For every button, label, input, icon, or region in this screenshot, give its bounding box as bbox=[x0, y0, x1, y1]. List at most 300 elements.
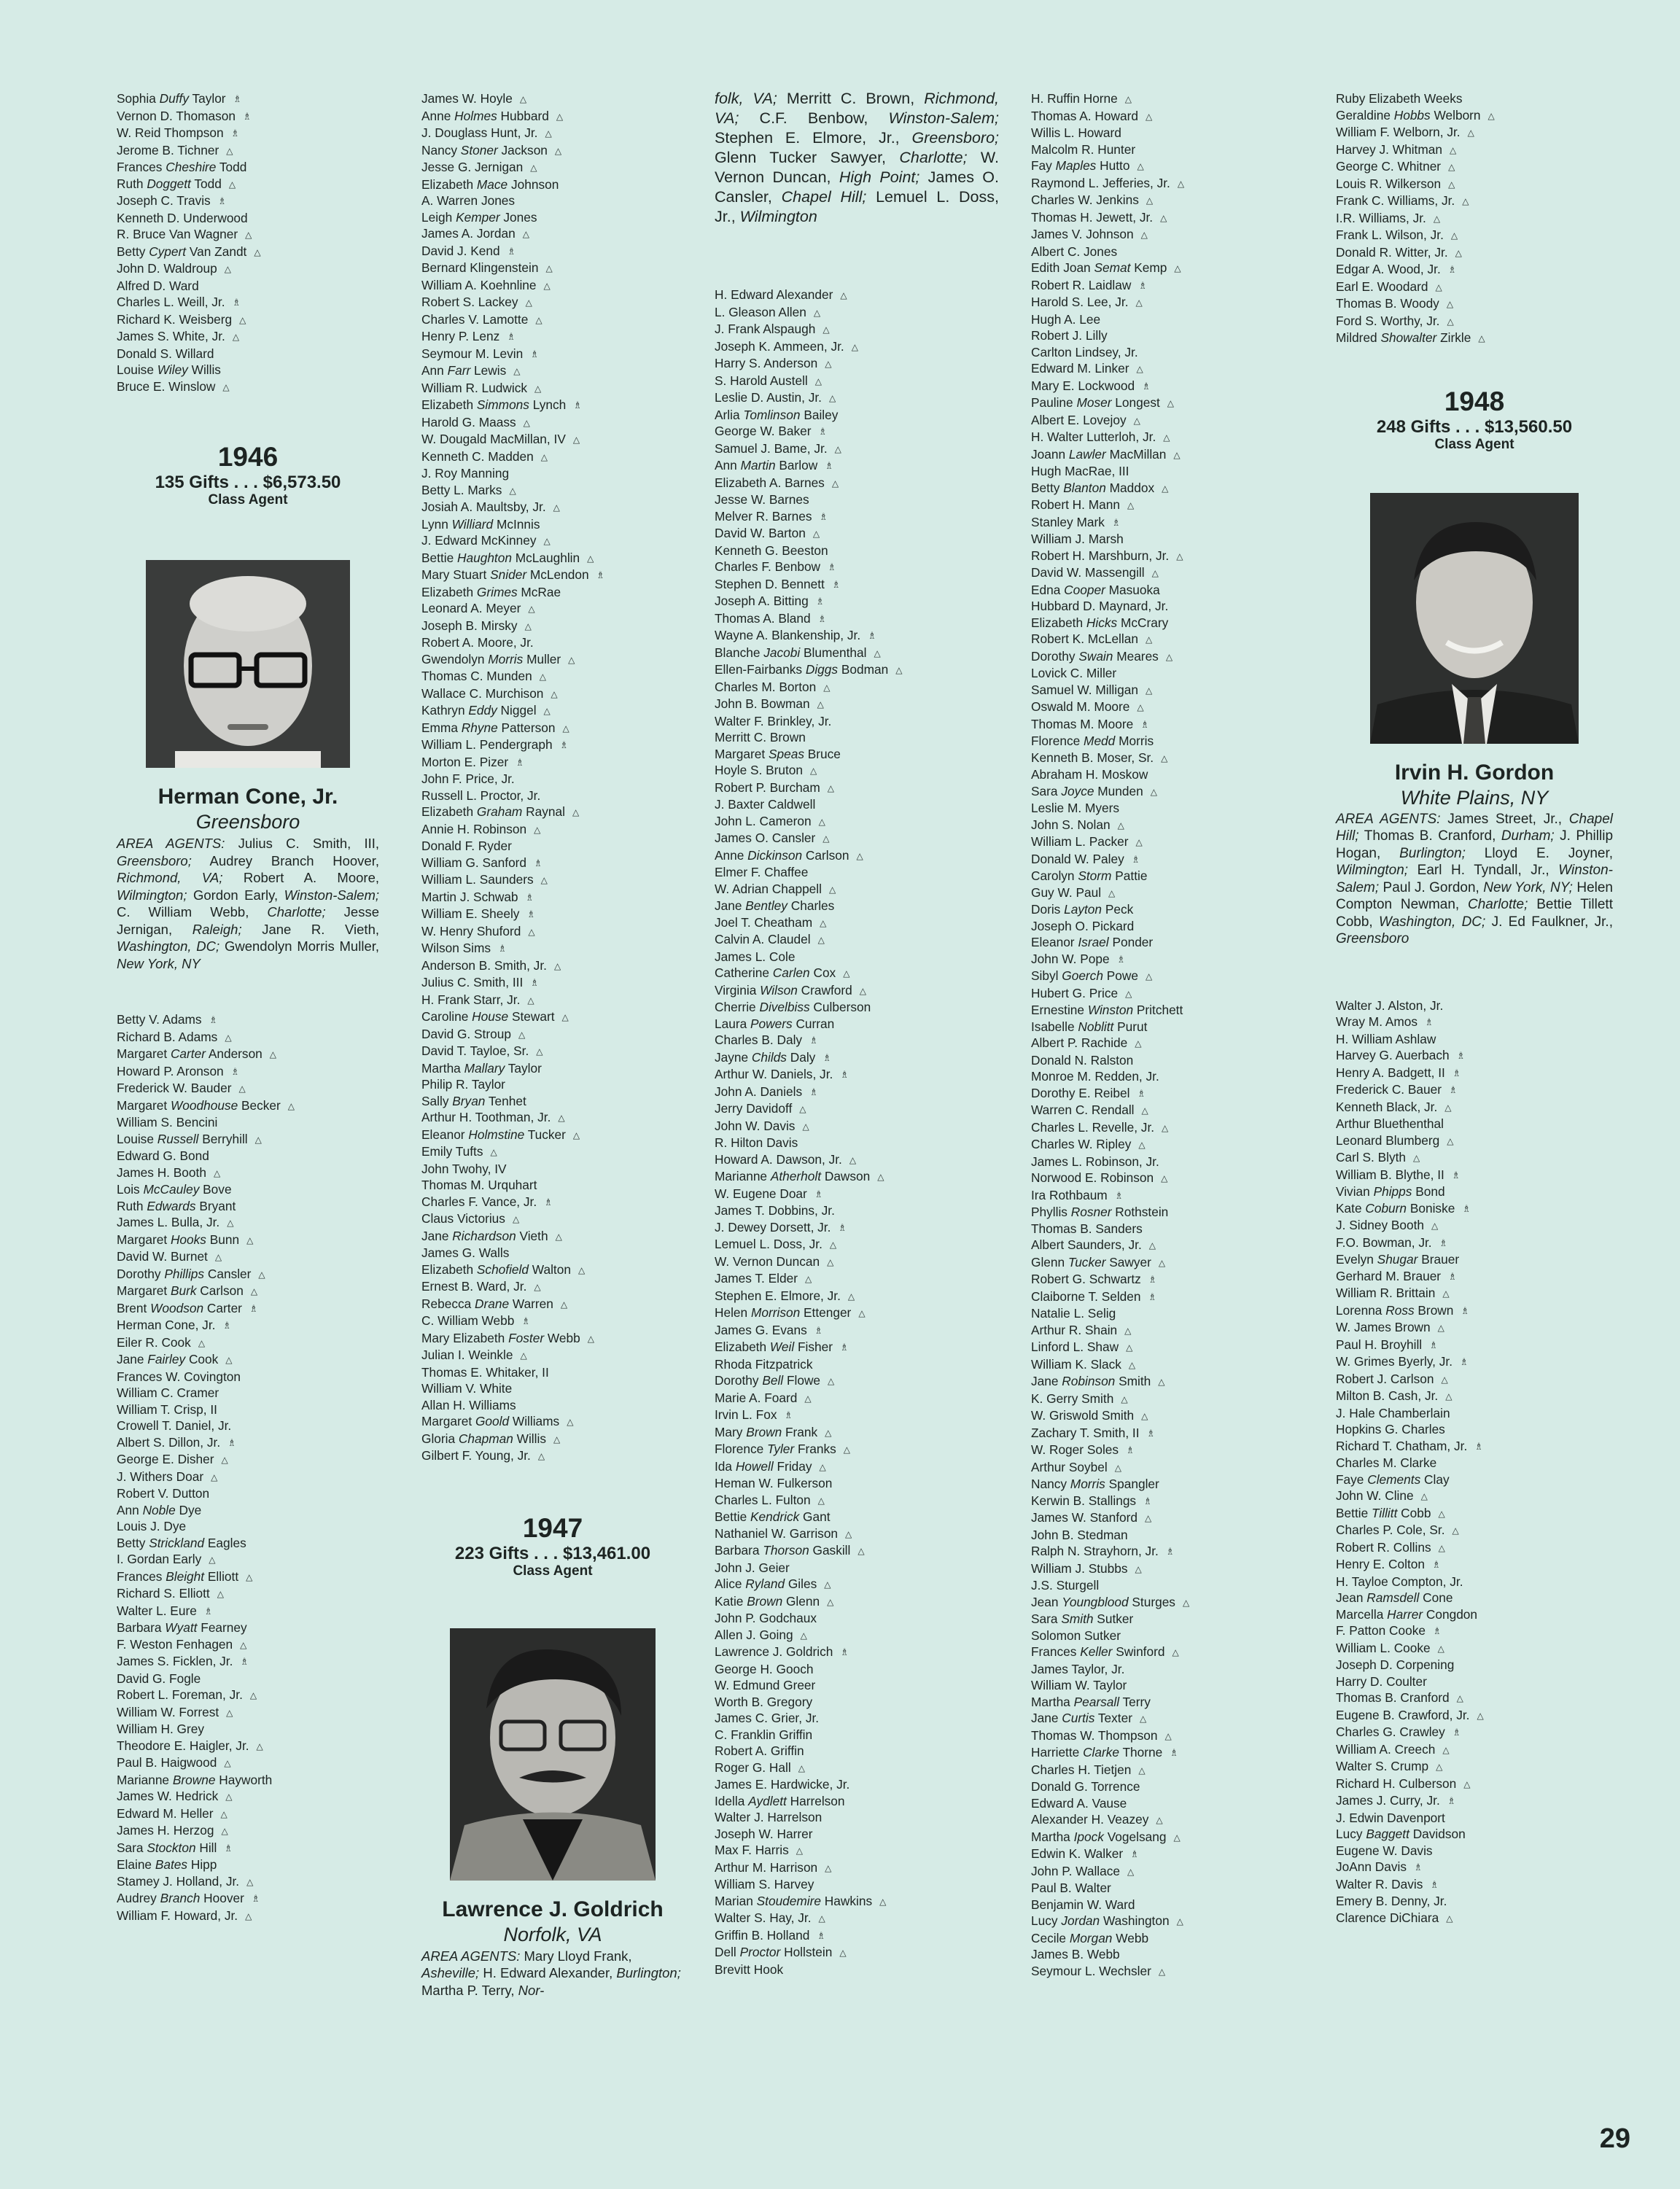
sustaining-donor-icon: ♗ bbox=[1131, 853, 1140, 865]
sustaining-donor-icon: ♗ bbox=[507, 331, 516, 342]
donor-name: Elizabeth Schofield Walton △ bbox=[421, 1261, 684, 1279]
donor-name: James C. Grier, Jr. bbox=[715, 1711, 820, 1725]
triangle-donor-icon: △ bbox=[1173, 1832, 1181, 1843]
donor-name: Howard P. Aronson ♗ bbox=[117, 1063, 379, 1081]
area-agents bbox=[1336, 811, 1613, 948]
donor-name: Vivian Phipps Bond bbox=[1336, 1184, 1445, 1199]
donor-name: J. Edwin Davenport bbox=[1336, 1810, 1445, 1825]
donor-name: Herman Cone, Jr. ♗ bbox=[117, 1317, 379, 1334]
triangle-donor-icon: △ bbox=[587, 1333, 594, 1344]
sustaining-donor-icon: ♗ bbox=[1462, 1202, 1471, 1214]
triangle-donor-icon: △ bbox=[1127, 500, 1135, 510]
donor-name: Mary E. Lockwood ♗ bbox=[1031, 378, 1308, 395]
donor-name: Edward A. Vause bbox=[1031, 1795, 1127, 1811]
donor-name: Oswald M. Moore △ bbox=[1031, 699, 1308, 716]
triangle-donor-icon: △ bbox=[551, 688, 558, 699]
triangle-donor-icon: △ bbox=[824, 1579, 831, 1590]
triangle-donor-icon: △ bbox=[562, 723, 569, 734]
triangle-donor-icon: △ bbox=[543, 280, 551, 291]
donor-name: William L. Cooke △ bbox=[1336, 1640, 1613, 1657]
donor-name: I. Gordan Early △ bbox=[117, 1551, 379, 1568]
column-1 bbox=[117, 90, 379, 1924]
donor-name: Hubert G. Price △ bbox=[1031, 985, 1308, 1003]
triangle-donor-icon: △ bbox=[827, 782, 834, 793]
triangle-donor-icon: △ bbox=[1161, 753, 1168, 763]
donor-name: Rhoda Fitzpatrick bbox=[715, 1356, 813, 1372]
class-year: 1948 bbox=[1444, 386, 1505, 416]
donor-name: Thomas A. Howard △ bbox=[1031, 108, 1308, 125]
triangle-donor-icon: △ bbox=[545, 128, 552, 139]
donor-name: Anne Dickinson Carlson △ bbox=[715, 847, 999, 865]
donor-name: Thomas C. Munden △ bbox=[421, 668, 684, 685]
triangle-donor-icon: △ bbox=[1148, 1240, 1156, 1251]
donor-name: Elizabeth Mace Johnson bbox=[421, 176, 559, 192]
triangle-donor-icon: △ bbox=[1121, 1393, 1128, 1404]
donor-name: Linford L. Shaw △ bbox=[1031, 1339, 1308, 1356]
donor-name: Emily Tufts △ bbox=[421, 1143, 684, 1161]
triangle-donor-icon: △ bbox=[1108, 887, 1116, 898]
donor-name: James W. Hedrick △ bbox=[117, 1788, 379, 1805]
donor-name: Leigh Kemper Jones bbox=[421, 209, 537, 225]
donor-name: William J. Marsh bbox=[1031, 532, 1124, 546]
sustaining-donor-icon: ♗ bbox=[217, 195, 227, 206]
donor-name: Jayne Childs Daly ♗ bbox=[715, 1049, 999, 1067]
triangle-donor-icon: △ bbox=[534, 824, 541, 835]
donor-name: Mary Stuart Snider McLendon ♗ bbox=[421, 567, 684, 584]
donor-name: Robert H. Mann △ bbox=[1031, 497, 1308, 514]
donor-name: Paul B. Walter bbox=[1031, 1881, 1111, 1895]
triangle-donor-icon: △ bbox=[822, 324, 830, 335]
donor-name: Henry P. Lenz ♗ bbox=[421, 328, 684, 346]
donor-name: Frederick C. Bauer ♗ bbox=[1336, 1081, 1613, 1099]
donor-name: Leslie D. Austin, Jr. △ bbox=[715, 389, 999, 407]
triangle-donor-icon: △ bbox=[1145, 111, 1153, 122]
donor-name: Melver R. Barnes ♗ bbox=[715, 508, 999, 526]
area-agents-text: James Street, Jr., Chapel Hill; Thomas B. Cranford, Durham; J. Phillip Hogan, Burlington; Lloyd E. Joyner, Wilmington; Earl H. Tyndall, Jr., Winston-Salem; Paul J. Gordon, New York, NY; Helen Compton Newman, Charlotte; Bettie Tillett Cobb, Washington, DC; J. Ed Faulkner, Jr., Greensboro bbox=[1336, 811, 1614, 946]
triangle-donor-icon: △ bbox=[1160, 212, 1167, 223]
sustaining-donor-icon: ♗ bbox=[1140, 718, 1149, 730]
triangle-donor-icon: △ bbox=[527, 995, 534, 1006]
class-agent-label: Class Agent bbox=[513, 1563, 593, 1579]
triangle-donor-icon: △ bbox=[572, 807, 580, 817]
sustaining-donor-icon: ♗ bbox=[825, 460, 833, 471]
donor-name: Julian I. Weinkle △ bbox=[421, 1347, 684, 1364]
donor-name: John Twohy, IV bbox=[421, 1161, 507, 1176]
sustaining-donor-icon: ♗ bbox=[1138, 279, 1148, 291]
donor-name: James L. Cole bbox=[715, 949, 796, 964]
donor-name: Bettie Kendrick Gant bbox=[715, 1509, 831, 1524]
donor-name: Jane Richardson Vieth △ bbox=[421, 1228, 684, 1245]
donor-name: Hubbard D. Maynard, Jr. bbox=[1031, 599, 1169, 613]
donor-name: Paul B. Haigwood △ bbox=[117, 1754, 379, 1772]
donor-name: Laura Powers Curran bbox=[715, 1016, 835, 1031]
triangle-donor-icon: △ bbox=[814, 376, 822, 386]
triangle-donor-icon: △ bbox=[523, 417, 530, 428]
triangle-donor-icon: △ bbox=[528, 926, 535, 937]
donor-name: H. Edward Alexander △ bbox=[715, 287, 999, 304]
donor-name: Charles G. Crawley ♗ bbox=[1336, 1724, 1613, 1741]
donor-name: Zachary T. Smith, II ♗ bbox=[1031, 1425, 1308, 1442]
sustaining-donor-icon: ♗ bbox=[1447, 264, 1457, 275]
sustaining-donor-icon: ♗ bbox=[809, 1086, 818, 1097]
sustaining-donor-icon: ♗ bbox=[230, 128, 240, 139]
triangle-donor-icon: △ bbox=[849, 1154, 857, 1165]
donor-name: William S. Harvey bbox=[715, 1877, 814, 1891]
donor-name: William F. Howard, Jr. △ bbox=[117, 1908, 379, 1925]
donor-name: Martha Mallary Taylor bbox=[421, 1060, 542, 1076]
donor-name: William W. Forrest △ bbox=[117, 1704, 379, 1722]
donor-name: Eleanor Holmstine Tucker △ bbox=[421, 1127, 684, 1144]
triangle-donor-icon: △ bbox=[525, 298, 532, 308]
donor-name: Marian Stoudemire Hawkins △ bbox=[715, 1893, 999, 1910]
triangle-donor-icon: △ bbox=[1164, 1730, 1172, 1741]
donor-name: Vernon D. Thomason ♗ bbox=[117, 108, 379, 125]
donor-name: Julius C. Smith, III ♗ bbox=[421, 974, 684, 992]
triangle-donor-icon: △ bbox=[258, 1269, 265, 1280]
sustaining-donor-icon: ♗ bbox=[243, 110, 252, 122]
donor-name: Jane Robinson Smith △ bbox=[1031, 1373, 1308, 1391]
donor-name: Walter J. Harrelson bbox=[715, 1810, 822, 1824]
donor-name: Josiah A. Maultsby, Jr. △ bbox=[421, 499, 684, 516]
donor-name: Warren C. Rendall △ bbox=[1031, 1102, 1308, 1119]
donor-name: W. Vernon Duncan △ bbox=[715, 1253, 999, 1271]
sustaining-donor-icon: ♗ bbox=[1414, 1862, 1423, 1873]
donor-name: James A. Jordan △ bbox=[421, 225, 684, 243]
donor-name: Lucy Baggett Davidson bbox=[1336, 1827, 1466, 1841]
triangle-donor-icon: △ bbox=[269, 1049, 277, 1059]
donor-name: James H. Herzog △ bbox=[117, 1822, 379, 1840]
donor-name: Edward M. Linker △ bbox=[1031, 360, 1308, 378]
donor-name: Charles L. Weill, Jr. ♗ bbox=[117, 294, 379, 311]
triangle-donor-icon: △ bbox=[1449, 144, 1457, 155]
donor-name: Harold G. Maass △ bbox=[421, 414, 684, 432]
triangle-donor-icon: △ bbox=[1173, 449, 1181, 460]
donor-name: William S. Bencini bbox=[117, 1115, 218, 1130]
sustaining-donor-icon: ♗ bbox=[831, 578, 841, 590]
donor-name: Robert K. McLellan △ bbox=[1031, 631, 1308, 648]
sustaining-donor-icon: ♗ bbox=[1430, 1878, 1439, 1890]
triangle-donor-icon: △ bbox=[1127, 1866, 1135, 1877]
donor-name: John W. Davis △ bbox=[715, 1118, 999, 1135]
triangle-donor-icon: △ bbox=[1436, 1762, 1443, 1772]
sustaining-donor-icon: ♗ bbox=[1170, 1747, 1178, 1758]
donor-name: Howard A. Dawson, Jr. △ bbox=[715, 1151, 999, 1169]
donor-name: Albert S. Dillon, Jr. ♗ bbox=[117, 1434, 379, 1452]
triangle-donor-icon: △ bbox=[1163, 432, 1170, 443]
column-4 bbox=[1031, 90, 1308, 1980]
sustaining-donor-icon: ♗ bbox=[232, 297, 241, 308]
triangle-donor-icon: △ bbox=[843, 968, 850, 979]
triangle-donor-icon: △ bbox=[1138, 1140, 1146, 1150]
sustaining-donor-icon: ♗ bbox=[1165, 1546, 1175, 1557]
donor-name: John F. Price, Jr. bbox=[421, 771, 515, 786]
triangle-donor-icon: △ bbox=[823, 682, 831, 693]
donor-name: James S. White, Jr. △ bbox=[117, 328, 379, 346]
triangle-donor-icon: △ bbox=[818, 816, 825, 827]
triangle-donor-icon: △ bbox=[246, 1235, 254, 1245]
donor-name: Robert J. Carlson △ bbox=[1336, 1371, 1613, 1388]
sustaining-donor-icon: ♗ bbox=[1148, 1274, 1157, 1285]
donor-name: Dell Proctor Hollstein △ bbox=[715, 1944, 999, 1961]
triangle-donor-icon: △ bbox=[1413, 1153, 1420, 1163]
donor-name: Eugene W. Davis bbox=[1336, 1843, 1433, 1858]
donor-name: Samuel J. Bame, Jr. △ bbox=[715, 440, 999, 458]
donor-name: Thomas M. Urquhart bbox=[421, 1178, 537, 1192]
triangle-donor-icon: △ bbox=[226, 145, 233, 156]
donor-name: Jerome B. Tichner △ bbox=[117, 142, 379, 160]
donor-name: James L. Bulla, Jr. △ bbox=[117, 1214, 379, 1232]
triangle-donor-icon: △ bbox=[530, 163, 537, 173]
triangle-donor-icon: △ bbox=[804, 1393, 812, 1404]
donor-name: Richard B. Adams △ bbox=[117, 1029, 379, 1046]
sustaining-donor-icon: ♗ bbox=[559, 739, 569, 750]
donor-name: Charles L. Fulton △ bbox=[715, 1492, 999, 1509]
triangle-donor-icon: △ bbox=[512, 1214, 520, 1224]
triangle-donor-icon: △ bbox=[1145, 971, 1153, 981]
donor-name: Henry E. Colton ♗ bbox=[1336, 1556, 1613, 1574]
triangle-donor-icon: △ bbox=[553, 502, 560, 513]
donor-name: Ruby Elizabeth Weeks bbox=[1336, 91, 1463, 106]
donor-name: Donald G. Torrence bbox=[1031, 1779, 1140, 1794]
donor-name: Harvey J. Whitman △ bbox=[1336, 141, 1613, 159]
sustaining-donor-icon: ♗ bbox=[203, 1605, 213, 1617]
donor-name: Brent Woodson Carter ♗ bbox=[117, 1300, 379, 1318]
donor-name: J. Baxter Caldwell bbox=[715, 797, 816, 812]
agent-photo-irvin-gordon bbox=[1370, 493, 1579, 744]
donor-name: Eiler R. Cook △ bbox=[117, 1334, 379, 1352]
triangle-donor-icon: △ bbox=[1137, 702, 1144, 712]
triangle-donor-icon: △ bbox=[1135, 1038, 1142, 1049]
sustaining-donor-icon: ♗ bbox=[840, 1069, 849, 1080]
name-list bbox=[421, 90, 684, 1465]
triangle-donor-icon: △ bbox=[524, 621, 532, 631]
donor-name: Virginia Wilson Crawford △ bbox=[715, 982, 999, 1000]
donor-name: Margaret Hooks Bunn △ bbox=[117, 1232, 379, 1249]
donor-name: Solomon Sutker bbox=[1031, 1628, 1121, 1643]
donor-name: Annie H. Robinson △ bbox=[421, 821, 684, 839]
sustaining-donor-icon: ♗ bbox=[840, 1342, 849, 1353]
donor-name: John W. Pope ♗ bbox=[1031, 951, 1308, 968]
donor-name: Nancy Morris Spangler bbox=[1031, 1477, 1159, 1491]
triangle-donor-icon: △ bbox=[209, 1555, 216, 1565]
triangle-donor-icon: △ bbox=[522, 229, 529, 239]
triangle-donor-icon: △ bbox=[519, 94, 527, 104]
triangle-donor-icon: △ bbox=[1158, 1257, 1166, 1268]
donor-name: Margaret Goold Williams △ bbox=[421, 1413, 684, 1431]
triangle-donor-icon: △ bbox=[1420, 1491, 1428, 1501]
donor-name: JoAnn Davis ♗ bbox=[1336, 1859, 1613, 1876]
sustaining-donor-icon: ♗ bbox=[1452, 1727, 1461, 1738]
donor-name: James T. Dobbins, Jr. bbox=[715, 1203, 835, 1218]
donor-name: Kenneth B. Moser, Sr. △ bbox=[1031, 750, 1308, 767]
triangle-donor-icon: △ bbox=[858, 1308, 866, 1318]
triangle-donor-icon: △ bbox=[817, 699, 824, 709]
triangle-donor-icon: △ bbox=[874, 648, 881, 658]
donor-name: Ernest B. Ward, Jr. △ bbox=[421, 1278, 684, 1296]
triangle-donor-icon: △ bbox=[1437, 1643, 1444, 1654]
triangle-donor-icon: △ bbox=[1463, 1778, 1471, 1789]
sustaining-donor-icon: ♗ bbox=[828, 561, 836, 572]
triangle-donor-icon: △ bbox=[553, 1434, 561, 1445]
donor-name: Henry A. Badgett, II ♗ bbox=[1336, 1065, 1613, 1082]
donor-name: Edgar A. Wood, Jr. ♗ bbox=[1336, 261, 1613, 279]
donor-name: George C. Whitner △ bbox=[1336, 158, 1613, 176]
donor-name: Thomas B. Sanders bbox=[1031, 1221, 1143, 1236]
donor-name: William F. Welborn, Jr. △ bbox=[1336, 124, 1613, 141]
triangle-donor-icon: △ bbox=[799, 1104, 806, 1114]
triangle-donor-icon: △ bbox=[227, 1218, 234, 1228]
gift-total: 248 Gifts . . . $13,560.50 bbox=[1376, 416, 1573, 437]
page-number: 29 bbox=[1599, 2123, 1630, 2154]
donor-name: Charles B. Daly ♗ bbox=[715, 1032, 999, 1049]
donor-name: Walter L. Eure ♗ bbox=[117, 1603, 379, 1620]
donor-name: Donald S. Willard bbox=[117, 346, 214, 361]
triangle-donor-icon: △ bbox=[539, 672, 546, 682]
donor-name: Norwood E. Robinson △ bbox=[1031, 1170, 1308, 1187]
donor-name: David G. Fogle bbox=[117, 1671, 201, 1686]
donor-name: H. Ruffin Horne △ bbox=[1031, 90, 1308, 108]
donor-name: Anderson B. Smith, Jr. △ bbox=[421, 957, 684, 975]
triangle-donor-icon: △ bbox=[1126, 1342, 1133, 1353]
triangle-donor-icon: △ bbox=[254, 246, 261, 257]
sustaining-donor-icon: ♗ bbox=[573, 400, 582, 411]
donor-name: Dorothy Swain Meares △ bbox=[1031, 648, 1308, 666]
donor-name: Evelyn Shugar Brauer bbox=[1336, 1252, 1460, 1267]
triangle-donor-icon: △ bbox=[1447, 316, 1454, 327]
donor-name: Harriette Clarke Thorne ♗ bbox=[1031, 1744, 1308, 1762]
sustaining-donor-icon: ♗ bbox=[516, 756, 524, 768]
triangle-donor-icon: △ bbox=[1141, 1105, 1148, 1116]
triangle-donor-icon: △ bbox=[1158, 1966, 1166, 1977]
donor-name: Nathaniel W. Garrison △ bbox=[715, 1525, 999, 1543]
donor-name: Edward G. Bond bbox=[117, 1148, 209, 1163]
triangle-donor-icon: △ bbox=[1114, 1462, 1121, 1473]
name-list bbox=[1336, 998, 1613, 1927]
sustaining-donor-icon: ♗ bbox=[230, 1065, 240, 1077]
triangle-donor-icon: △ bbox=[834, 443, 841, 454]
donor-name: Fay Maples Hutto △ bbox=[1031, 158, 1308, 175]
donor-name: Arthur Bluethenthal bbox=[1336, 1116, 1444, 1131]
triangle-donor-icon: △ bbox=[225, 1792, 233, 1802]
donor-name: Merritt C. Brown bbox=[715, 730, 806, 744]
triangle-donor-icon: △ bbox=[810, 766, 817, 776]
donor-name: Arthur M. Harrison △ bbox=[715, 1859, 999, 1877]
donor-name: Robert H. Marshburn, Jr. △ bbox=[1031, 548, 1308, 565]
donor-name: Barbara Wyatt Fearney bbox=[117, 1620, 247, 1635]
donor-name: Charles P. Cole, Sr. △ bbox=[1336, 1522, 1613, 1539]
triangle-donor-icon: △ bbox=[222, 381, 230, 392]
triangle-donor-icon: △ bbox=[246, 1876, 254, 1887]
triangle-donor-icon: △ bbox=[1174, 263, 1181, 273]
area-agents bbox=[421, 1948, 684, 1999]
triangle-donor-icon: △ bbox=[245, 1910, 252, 1921]
triangle-donor-icon: △ bbox=[828, 393, 836, 403]
triangle-donor-icon: △ bbox=[1125, 988, 1132, 999]
donor-name: Charles M. Borton △ bbox=[715, 679, 999, 696]
triangle-donor-icon: △ bbox=[1456, 1693, 1463, 1703]
donor-name: Kathryn Eddy Niggel △ bbox=[421, 702, 684, 720]
donor-name: W. Dougald MacMillan, IV △ bbox=[421, 431, 684, 448]
column-5 bbox=[1336, 90, 1613, 1926]
triangle-donor-icon: △ bbox=[543, 536, 551, 546]
donor-name: Arthur Soybel △ bbox=[1031, 1459, 1308, 1477]
triangle-donor-icon: △ bbox=[828, 1376, 835, 1386]
donor-name: Richard T. Chatham, Jr. ♗ bbox=[1336, 1438, 1613, 1455]
triangle-donor-icon: △ bbox=[804, 1274, 812, 1284]
donor-name: Jane Fairley Cook △ bbox=[117, 1351, 379, 1369]
triangle-donor-icon: △ bbox=[1452, 1525, 1459, 1536]
donor-name: Jesse G. Jernigan △ bbox=[421, 159, 684, 176]
donor-name: Jerry Davidoff △ bbox=[715, 1100, 999, 1118]
triangle-donor-icon: △ bbox=[1462, 196, 1469, 206]
triangle-donor-icon: △ bbox=[568, 654, 575, 665]
donor-name: Gilbert F. Young, Jr. △ bbox=[421, 1447, 684, 1465]
triangle-donor-icon: △ bbox=[1117, 820, 1124, 831]
donor-name: James H. Booth △ bbox=[117, 1165, 379, 1182]
triangle-donor-icon: △ bbox=[578, 1264, 586, 1275]
triangle-donor-icon: △ bbox=[825, 1427, 832, 1438]
triangle-donor-icon: △ bbox=[572, 1130, 580, 1140]
triangle-donor-icon: △ bbox=[1172, 1647, 1179, 1657]
donor-name: Gloria Chapman Willis △ bbox=[421, 1431, 684, 1448]
donor-name: James B. Webb bbox=[1031, 1947, 1120, 1961]
sustaining-donor-icon: ♗ bbox=[1474, 1440, 1483, 1452]
donor-name: C. William Webb ♗ bbox=[421, 1313, 684, 1330]
triangle-donor-icon: △ bbox=[556, 111, 564, 122]
donor-name: Stephen D. Bennett ♗ bbox=[715, 576, 999, 594]
donor-name: Louise Russell Berryhill △ bbox=[117, 1131, 379, 1148]
triangle-donor-icon: △ bbox=[1124, 1325, 1132, 1336]
donor-name: Betty L. Marks △ bbox=[421, 482, 684, 499]
donor-name: Richard S. Elliott △ bbox=[117, 1585, 379, 1603]
donor-name: Emma Rhyne Patterson △ bbox=[421, 720, 684, 737]
donor-name: David G. Stroup △ bbox=[421, 1026, 684, 1043]
triangle-donor-icon: △ bbox=[1141, 1411, 1148, 1421]
donor-name: Eugene B. Crawford, Jr. △ bbox=[1336, 1707, 1613, 1725]
donor-name: Lucy Jordan Washington △ bbox=[1031, 1913, 1308, 1930]
donor-name: Allan H. Williams bbox=[421, 1397, 516, 1412]
donor-name: Marianne Browne Hayworth bbox=[117, 1772, 273, 1787]
sustaining-donor-icon: ♗ bbox=[818, 426, 828, 437]
triangle-donor-icon: △ bbox=[211, 1471, 218, 1482]
donor-name: Leonard Blumberg △ bbox=[1336, 1132, 1613, 1150]
donor-name: Charles W. Ripley △ bbox=[1031, 1136, 1308, 1154]
triangle-donor-icon: △ bbox=[817, 1495, 825, 1506]
donor-name: Walter S. Crump △ bbox=[1336, 1758, 1613, 1776]
donor-name: Robert A. Moore, Jr. bbox=[421, 635, 534, 650]
triangle-donor-icon: △ bbox=[1182, 1597, 1190, 1608]
donor-name: Robert L. Foreman, Jr. △ bbox=[117, 1687, 379, 1704]
donor-name: Cecile Morgan Webb bbox=[1031, 1930, 1149, 1945]
sustaining-donor-icon: ♗ bbox=[822, 1051, 831, 1063]
triangle-donor-icon: △ bbox=[1135, 1563, 1142, 1574]
donor-name: Lynn Williard McInnis bbox=[421, 516, 540, 532]
sustaining-donor-icon: ♗ bbox=[1452, 1067, 1461, 1078]
donor-name: Crowell T. Daniel, Jr. bbox=[117, 1418, 232, 1433]
donor-name: Betty Blanton Maddox △ bbox=[1031, 480, 1308, 497]
triangle-donor-icon: △ bbox=[536, 1046, 543, 1057]
portrait-image bbox=[450, 1628, 656, 1881]
triangle-donor-icon: △ bbox=[829, 1240, 837, 1250]
donor-name: Theodore E. Haigler, Jr. △ bbox=[117, 1738, 379, 1755]
triangle-donor-icon: △ bbox=[1137, 161, 1144, 171]
donor-name: Richard K. Weisberg △ bbox=[117, 311, 379, 329]
triangle-donor-icon: △ bbox=[228, 179, 236, 190]
triangle-donor-icon: △ bbox=[534, 383, 542, 394]
donor-name: Joseph A. Bitting ♗ bbox=[715, 593, 999, 610]
triangle-donor-icon: △ bbox=[553, 960, 561, 971]
donor-name: John P. Godchaux bbox=[715, 1611, 817, 1625]
